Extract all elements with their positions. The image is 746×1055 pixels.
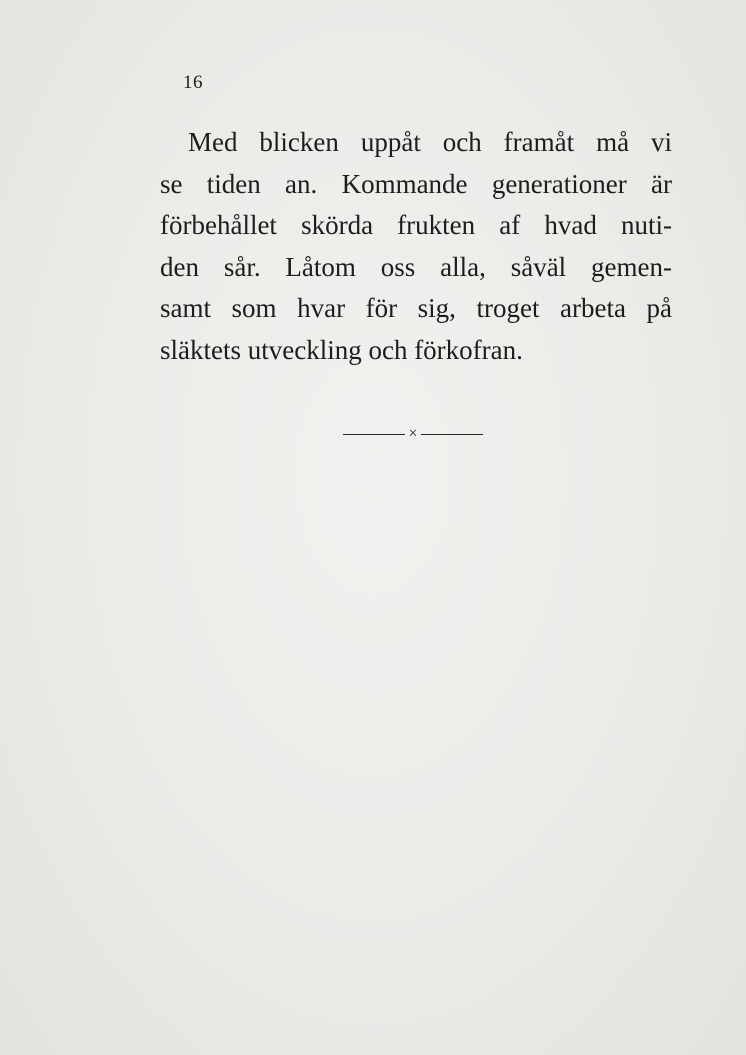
section-divider (343, 424, 483, 444)
divider-rule (343, 434, 405, 435)
page-number: 16 (183, 72, 203, 93)
text-line: släktets utveckling och förkofran. (160, 334, 523, 365)
text-line: förbehållet skörda frukten af hvad nuti- (160, 210, 672, 241)
text-line: den sår. Låtom oss alla, såväl gemen- (160, 251, 672, 282)
text-line: Med blicken uppåt och framåt må vi (188, 127, 672, 157)
text-line: se tiden an. Kommande generationer är (160, 168, 672, 199)
paragraph (160, 122, 672, 372)
divider-mark-icon: × (408, 425, 418, 442)
text-line: samt som hvar för sig, troget arbeta på (160, 293, 672, 324)
divider-rule (421, 434, 483, 435)
